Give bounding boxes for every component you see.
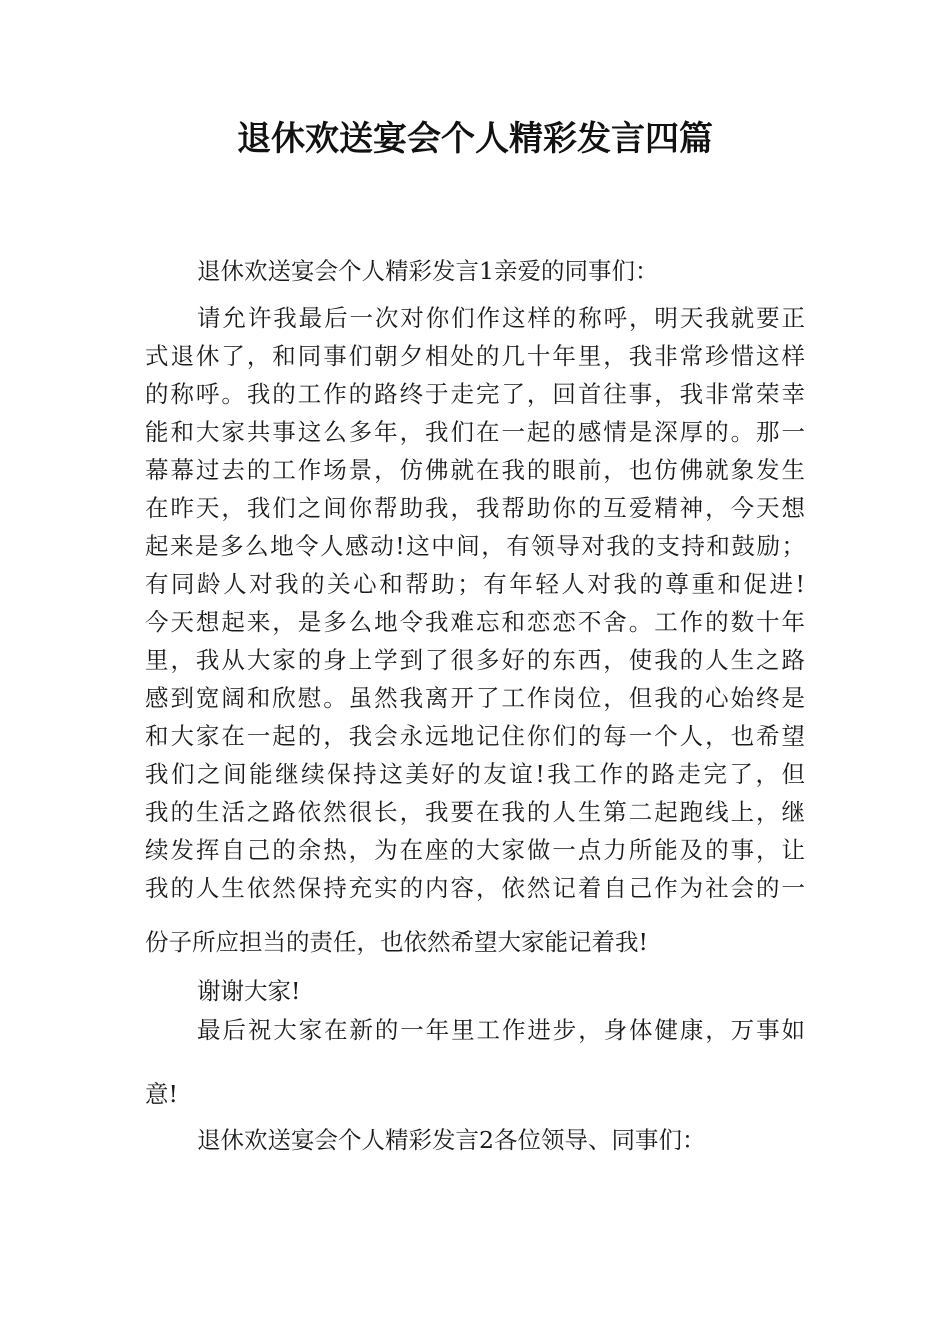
paragraph1-line-5: 幕幕过去的工作场景，仿佛就在我的眼前，也仿佛就象发生: [145, 456, 805, 484]
thanks-line: 谢谢大家!: [197, 977, 301, 1005]
paragraph1-line-3: 的称呼。我的工作的路终于走完了，回首往事，我非常荣幸: [145, 380, 805, 408]
wish-line-1: 最后祝大家在新的一年里工作进步，身体健康，万事如: [197, 1016, 805, 1044]
paragraph1-line-6: 在昨天，我们之间你帮助我，我帮助你的互爱精神，今天想: [145, 494, 805, 522]
paragraph1-line-16: 我的人生依然保持充实的内容，依然记着自己作为社会的一: [145, 874, 805, 902]
paragraph1-line-9: 今天想起来，是多么地令我难忘和恋恋不舍。工作的数十年: [145, 608, 805, 636]
section1-heading: 退休欢送宴会个人精彩发言1亲爱的同事们：: [197, 257, 659, 285]
paragraph1-line-2: 式退休了，和同事们朝夕相处的几十年里，我非常珍惜这样: [145, 342, 805, 370]
paragraph1-line-1: 请允许我最后一次对你们作这样的称呼，明天我就要正: [197, 304, 805, 332]
paragraph1-line-8: 有同龄人对我的关心和帮助；有年轻人对我的尊重和促进!: [145, 570, 805, 598]
paragraph1-line-15: 续发挥自己的余热，为在座的大家做一点力所能及的事，让: [145, 836, 805, 864]
paragraph1-line-13: 我们之间能继续保持这美好的友谊!我工作的路走完了，但: [145, 760, 805, 788]
paragraph1-line-11: 感到宽阔和欣慰。虽然我离开了工作岗位，但我的心始终是: [145, 684, 805, 712]
section2-heading: 退休欢送宴会个人精彩发言2各位领导、同事们：: [197, 1126, 706, 1154]
paragraph1-line-4: 能和大家共事这么多年，我们在一起的感情是深厚的。那一: [145, 418, 805, 446]
paragraph1-line-12: 和大家在一起的，我会永远地记住你们的每一个人，也希望: [145, 722, 805, 750]
document-title: 退休欢送宴会个人精彩发言四篇: [237, 119, 713, 159]
wish-line-2: 意!: [145, 1080, 178, 1108]
paragraph1-line-14: 我的生活之路依然很长，我要在我的人生第二起跑线上，继: [145, 798, 805, 826]
paragraph1-line-7: 起来是多么地令人感动!这中间，有领导对我的支持和鼓励；: [145, 532, 805, 560]
paragraph1-line-17: 份子所应担当的责任，也依然希望大家能记着我!: [145, 928, 648, 956]
paragraph1-line-10: 里，我从大家的身上学到了很多好的东西，使我的人生之路: [145, 646, 805, 674]
